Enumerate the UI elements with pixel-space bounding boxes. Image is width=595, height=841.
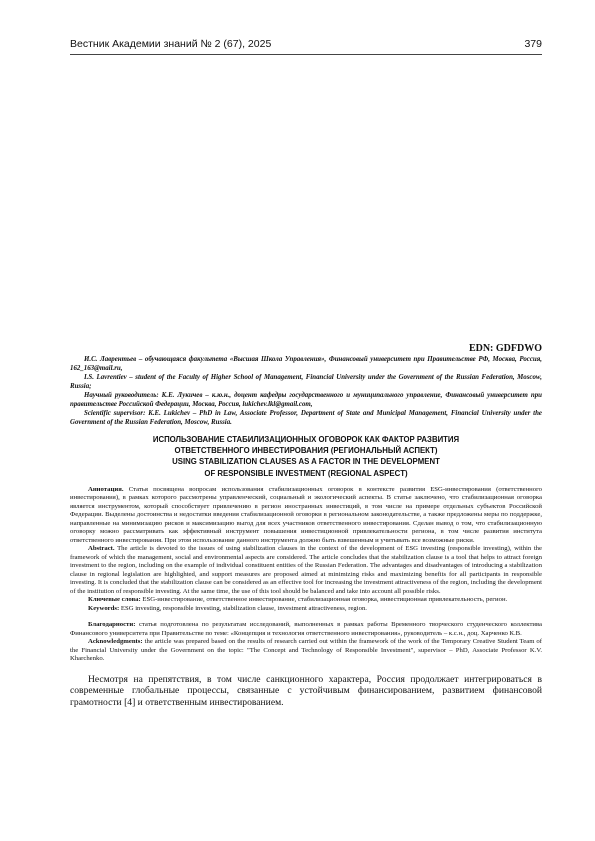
annotation-label: Аннотация. [88,485,124,493]
body-text [70,674,542,709]
keywords-en-label: Keywords: [88,604,120,612]
abstract-label: Abstract. [88,545,115,553]
journal-title: Вестник Академии знаний № 2 (67), 2025 [70,38,272,50]
title-en-line-1: USING STABILIZATION CLAUSES AS A FACTOR IN THE DEVELOPMENT [172,457,440,467]
keywords-ru-text: ESG-инвестирование, ответственное инвестирование, стабилизационная оговорка, инвестиционная привлекательность, регион. [142,596,508,604]
spacer [70,613,542,621]
abstract-text: The article is devoted to the issues of using stabilization clauses in the context of the development of ESG investing (responsible investing), within the framework of which the management, social and environmental aspects are considered. The article concludes that the stabilization clause is a tool that helps to attract foreign investment to the region, including on the example of individual constituent entities of the Russian Federation. The advantages and disadvantages of introducing a stabilization clause in regional legislation are highlighted, and support measures are proposed aimed at minimizing risks and maximizing benefits for all participants in responsible investing. It is concluded that the stabilization clause can be considered as an effective tool for increasing the investment attractiveness of the region, including the development of the institution of responsible investing. At the same time, the use of this tool should be balanced and take into account all possible risks. [70,545,542,595]
acknowledgments-en [70,638,542,664]
article-title [70,434,542,479]
acknowledgments-en-label: Acknowledgments: [88,638,143,646]
acknowledgments-ru [70,621,542,638]
title-en-line-2: OF RESPONSIBLE INVESTMENT (REGIONAL ASPECT) [204,468,408,478]
author-ru: И.С. Лаврентьев – обучающаяся факультета «Высшая Школа Управления», Финансовый университет при Правительстве РФ, Москва, Россия, 162_163@mail.ru, [70,356,542,372]
annotation-text: Статья посвящена вопросам использования стабилизационных оговорок в контексте развития ESG-инвестирования (ответственного инвестирования), в рамках которого рассмотрены управленческий, социальный и экологический аспекты. В статье заключено, что стабилизационная оговорка является инструментом, который способствует привлечению в регион иностранных инвестиций, в том числе на примере отдельных субъектов Российской Федерации. Выделены достоинства и недостатки введения стабилизационной оговорки в региональном законодательстве, а также предложены меры по поддержке, направленные на минимизацию рисков и максимизацию выгод для всех участников ответственного инвестирования. Сделан вывод о том, что стабилизационную оговорку можно рассматривать как эффективный инструмент повышения инвестиционной привлекательности региона, в том числе развития института ответственного инвестирования. При этом использование данного инструмента должно быть взвешенным и учитывать все возможные риски. [70,485,543,544]
title-ru-line-1: ИСПОЛЬЗОВАНИЕ СТАБИЛИЗАЦИОННЫХ ОГОВОРОК КАК ФАКТОР РАЗВИТИЯ [152,435,460,444]
acknowledgments-ru-label: Благодарности: [88,621,136,629]
running-header [70,38,542,55]
keywords-en [70,605,542,614]
body-paragraph: Несмотря на препятствия, в том числе санкционного характера, Россия продолжает интегрироваться в современные глобальные процессы, связанные с устойчивым финансированием, развитием финансовой грамотности [4] и ответственным инвестированием. [70,673,542,708]
abstract-block [70,486,542,664]
supervisor-en: Scientific supervisor: K.E. Lukichev – PhD in Law, Associate Professor, Department of State and Municipal Management, Financial University under the Government of the Russian Federation, Moscow, Russia. [70,410,542,426]
article-content [70,343,542,709]
acknowledgments-en-text: the article was prepared based on the results of research carried out within the framework of the work of the Temporary Creative Student Team of the Financial University under the Government on the topic: "The Concept and Technology of Responsible Investment", supervisor – PhD, Associate Professor K.V. Kharchenko. [70,638,542,663]
annotation-ru [70,486,542,546]
edn-code: EDN: GDFDWO [468,343,542,354]
page-number: 379 [524,38,542,50]
acknowledgments-ru-text: статья подготовлена по результатам исследований, выполненных в рамках работы Временного творческого студенческого коллектива Финансового университета при Правительстве по теме: «Концепция и технология ответственного инвестирования», руководитель – к.с.н., доц. Харченко К.В. [70,621,543,637]
author-en: I.S. Lavrentiev – student of the Faculty of Higher School of Management, Financial University under the Government of the Russian Federation, Moscow, Russia; [70,374,542,390]
keywords-ru-label: Ключевые слова: [88,596,141,604]
keywords-ru [70,596,542,605]
abstract-en [70,545,542,596]
supervisor-ru: Научный руководитель: К.Е. Лукичев – к.ю.н., доцент кафедры государственного и муниципального управление, Финансовый университет при правительстве Российской Федерации, Москва, Россия, lukichev.lkl@gmail.com, [70,392,542,408]
keywords-en-text: ESG investing, responsible investing, stabilization clause, investment attractiveness, region. [120,604,367,612]
title-ru-line-2: ОТВЕТСТВЕННОГО ИНВЕСТИРОВАНИЯ (РЕГИОНАЛЬНЫЙ АСПЕКТ) [174,446,438,456]
